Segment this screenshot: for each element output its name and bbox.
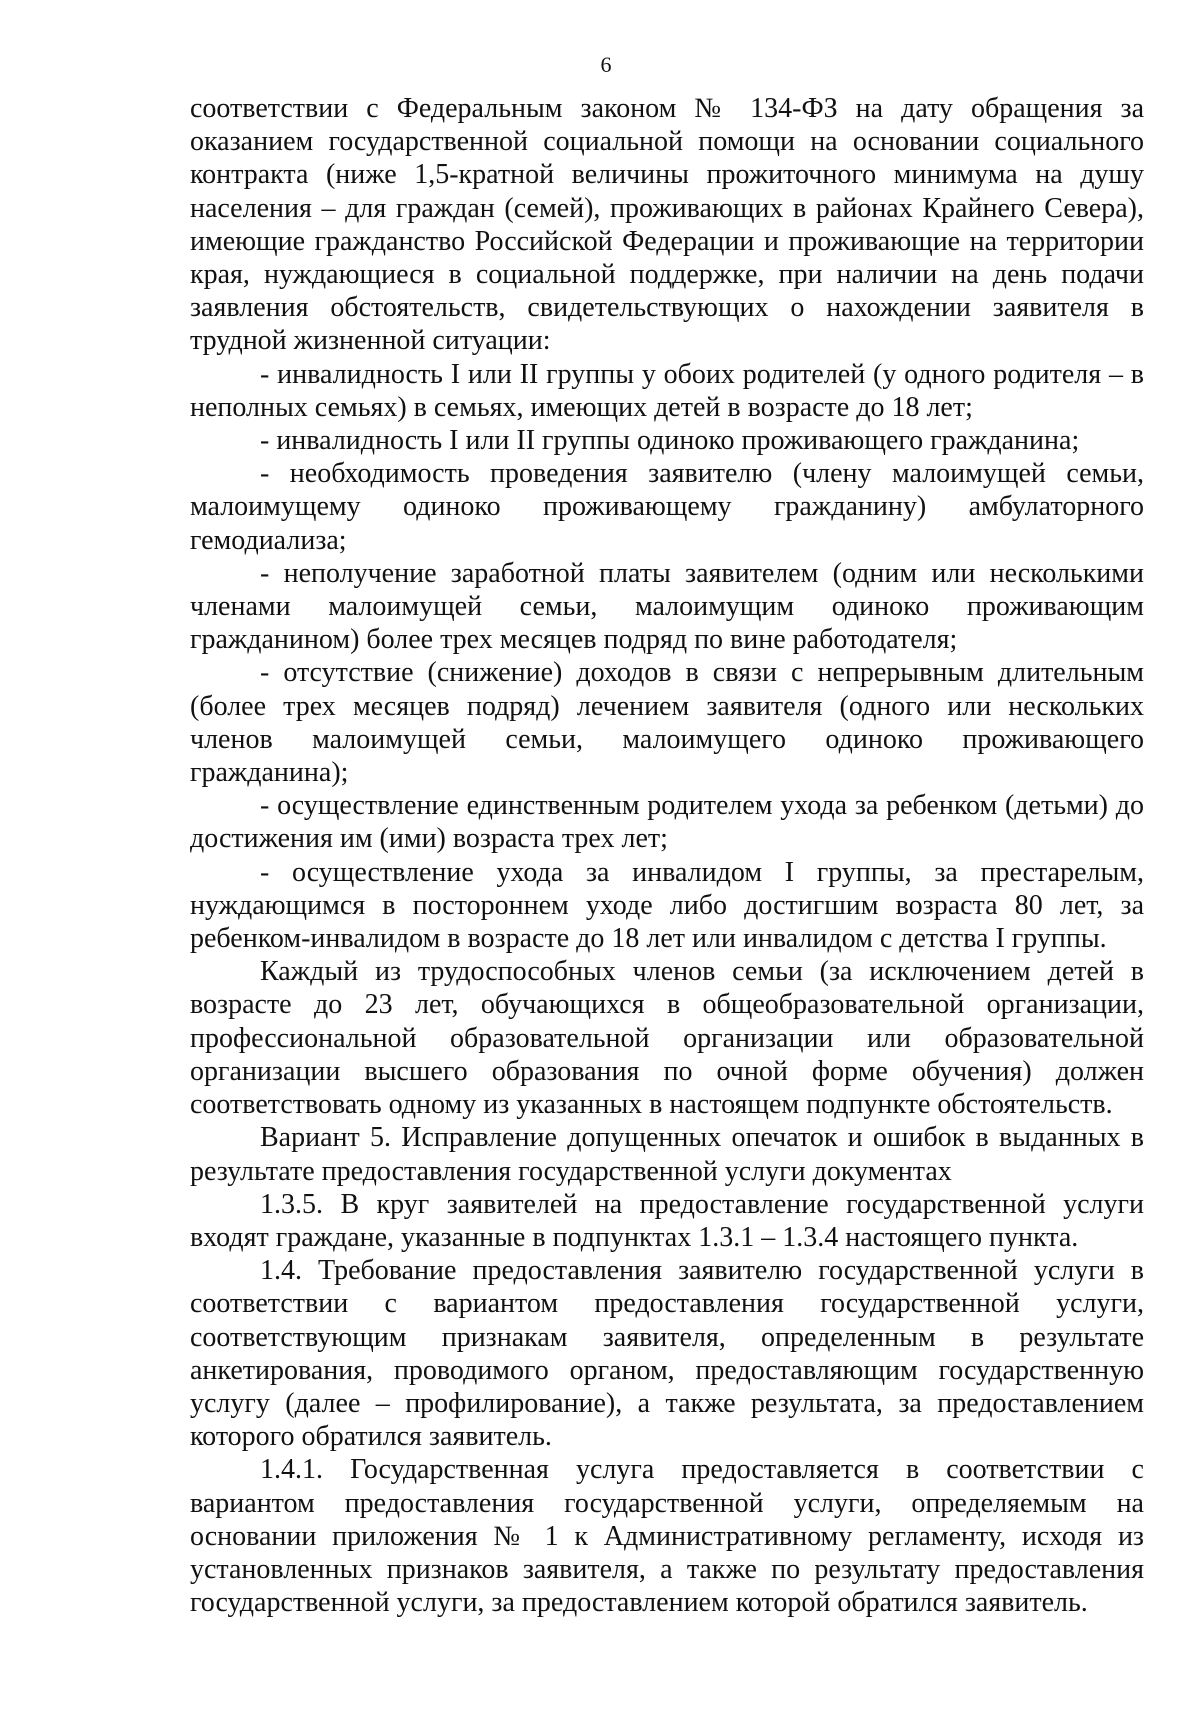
paragraph-10: Вариант 5. Исправление допущенных опечаток и ошибок в выданных в результате предоставления государственной услуги документах xyxy=(190,1122,1144,1187)
paragraph-6: - отсутствие (снижение) доходов в связи с непрерывным длительным (более трех месяцев подряд) лечением заявителя (одного или нескольких членов малоимущей семьи, малоимущего одиноко проживающего гражданина); xyxy=(190,657,1144,789)
page-number: 6 xyxy=(600,52,612,77)
paragraph-3: - инвалидность I или II группы одиноко проживающего гражданина; xyxy=(260,425,1080,457)
paragraph-1: соответствии с Федеральным законом № 134-ФЗ на дату обращения за оказанием государственной социальной помощи на основании социального контракта (ниже 1,5-кратной величины прожиточного минимума на душу населения – для граждан (семей), проживающих в районах Крайнего Севера), имеющие гражданство Российской Федерации и проживающие на территории края, нуждающиеся в социальной поддержке, при наличии на день подачи заявления обстоятельств, свидетельствующих о нахождении заявителя в трудной жизненной ситуации: xyxy=(190,93,1144,357)
paragraph-2: - инвалидность I или II группы у обоих родителей (у одного родителя – в неполных семьях) в семьях, имеющих детей в возрасте до 18 лет; xyxy=(190,358,1144,423)
paragraph-11: 1.3.5. В круг заявителей на предоставление государственной услуги входят граждане, указанные в подпунктах 1.3.1 – 1.3.4 настоящего пункта. xyxy=(190,1188,1144,1253)
paragraph-13: 1.4.1. Государственная услуга предоставляется в соответствии с вариантом предоставления государственной услуги, определяемым на основании приложения № 1 к Административному регламенту, исходя из установленных признаков заявителя, а также по результату предоставления государственной услуги, за предоставлением которой обратился заявитель. xyxy=(190,1454,1144,1619)
document-body xyxy=(190,92,1144,1619)
paragraph-9: Каждый из трудоспособных членов семьи (за исключением детей в возрасте до 23 лет, обучающихся в общеобразовательной организации, профессиональной образовательной организации или образовательной организации высшего образования по очной форме обучения) должен соответствовать одному из указанных в настоящем подпункте обстоятельств. xyxy=(190,956,1144,1121)
paragraph-5: - неполучение заработной платы заявителем (одним или несколькими членами малоимущей семьи, малоимущим одиноко проживающим гражданином) более трех месяцев подряд по вине работодателя; xyxy=(190,557,1144,656)
paragraph-12: 1.4. Требование предоставления заявителю государственной услуги в соответствии с вариантом предоставления государственной услуги, соответствующим признакам заявителя, определенным в результате анкетирования, проводимого органом, предоставляющим государственную услугу (далее – профилирование), а также результата, за предоставлением которого обратился заявитель. xyxy=(190,1255,1144,1453)
paragraph-4: - необходимость проведения заявителю (члену малоимущей семьи, малоимущему одиноко проживающему гражданину) амбулаторного гемодиализа; xyxy=(190,458,1144,556)
paragraph-8: - осуществление ухода за инвалидом I группы, за престарелым, нуждающимся в постороннем уходе либо достигшим возраста 80 лет, за ребенком-инвалидом в возрасте до 18 лет или инвалидом с детства I группы. xyxy=(190,856,1144,955)
paragraph-7: - осуществление единственным родителем ухода за ребенком (детьми) до достижения им (ими) возраста трех лет; xyxy=(190,790,1144,855)
